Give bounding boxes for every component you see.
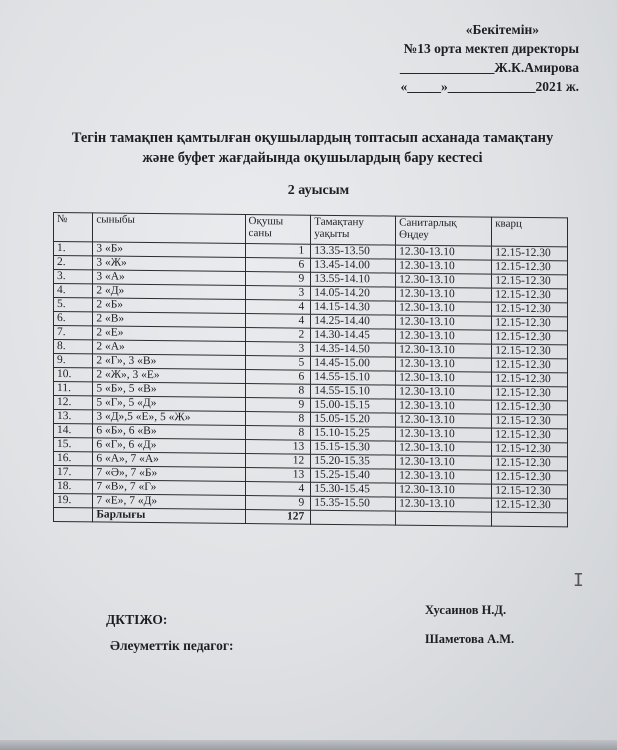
row-class: 5 «Г», 5 «Д» [93,396,245,412]
row-number: 12. [54,396,93,410]
row-quartz: 12.15-12.30 [492,316,568,331]
row-count: 13 [245,468,311,483]
row-number: 9. [54,354,93,368]
row-number: 5. [54,298,93,312]
row-class: 2 «В» [93,312,245,328]
total-empty-quartz [492,512,568,527]
row-time: 15.30-15.45 [311,482,396,497]
header-time-line2: уақыты [314,227,350,241]
row-count: 13 [245,440,311,455]
row-class: 7 «Е», 7 «Д» [93,494,245,510]
row-class: 7 «Ә», 7 «Б» [93,466,245,482]
row-class: 3 «Д»,5 «Е», 5 «Ж» [93,410,245,426]
signature-label-social-pedagogue: Әлеуметтік педагог: [110,638,234,653]
row-class: 6 «Г», 6 «Д» [93,438,245,454]
row-sanitary: 12.30-13.10 [396,413,492,428]
row-time: 15.15-15.30 [311,440,396,455]
row-number: 16. [54,452,93,466]
header-count [245,215,311,245]
signature-name-2: Шаметова А.М. [425,632,515,646]
header-sanitary-line2: Өңдеу [399,228,429,241]
row-sanitary: 12.30-13.10 [396,455,492,470]
row-quartz: 12.15-12.30 [492,246,568,261]
row-time: 15.20-15.35 [311,454,396,469]
table-body [54,242,568,527]
row-number: 2. [54,256,93,270]
row-time: 14.45-15.00 [311,356,396,371]
total-empty-sanitary [396,511,492,526]
row-number: 3. [54,270,93,284]
row-time: 15.10-15.25 [311,426,396,441]
row-number: 1. [54,242,93,256]
row-quartz: 12.15-12.30 [492,372,568,387]
row-time: 14.15-14.30 [311,300,396,315]
row-class: 6 «А», 7 «А» [93,452,245,468]
row-count: 9 [245,398,311,413]
total-empty-no [54,508,93,522]
header-sanitary-line1: Санитарлық [399,216,457,230]
row-sanitary: 12.30-13.10 [396,287,492,302]
row-count: 4 [245,482,311,497]
approval-signature-line: ______________Ж.К.Амирова [399,60,579,75]
row-class: 3 «Б» [93,242,245,258]
row-quartz: 12.15-12.30 [492,330,568,345]
row-quartz: 12.15-12.30 [492,344,568,359]
header-class: сыныбы [93,213,245,244]
header-sanitary [396,216,492,246]
row-count: 4 [245,300,311,315]
total-value: 127 [245,510,311,525]
row-number: 10. [54,368,93,382]
row-class: 2 «Е» [93,326,245,342]
row-class: 5 «Б», 5 «В» [93,382,245,398]
row-quartz: 12.15-12.30 [492,428,568,443]
row-quartz: 12.15-12.30 [492,498,568,513]
row-number: 18. [54,480,93,494]
row-time: 14.25-14.40 [311,314,396,329]
title-line-2: және буфет жағдайында оқушылардың бару кестесі [142,150,483,166]
signature-name-1: Хусаинов Н.Д. [425,603,507,617]
row-sanitary: 12.30-13.10 [396,357,492,372]
row-quartz: 12.15-12.30 [492,414,568,429]
row-quartz: 12.15-12.30 [492,386,568,401]
row-sanitary: 12.30-13.10 [396,371,492,386]
row-sanitary: 12.30-13.10 [396,385,492,400]
row-count: 3 [245,286,311,301]
row-number: 4. [54,284,93,298]
row-count: 4 [245,314,311,329]
row-sanitary: 12.30-13.10 [396,329,492,344]
row-quartz: 12.15-12.30 [492,456,568,471]
row-count: 6 [245,370,311,385]
row-time: 13.55-14.10 [311,272,396,287]
row-class: 2 «А» [93,340,245,356]
title-line-1: Тегін тамақпен қамтылған оқушылардың топтасып асханада тамақтану [71,130,554,146]
row-sanitary: 12.30-13.10 [396,469,492,484]
row-sanitary: 12.30-13.10 [396,301,492,316]
approval-position: №13 орта мектеп директоры [403,41,579,56]
row-sanitary: 12.30-13.10 [396,259,492,274]
row-number: 19. [54,494,93,508]
header-count-line2: саны [248,227,272,240]
header-time [311,215,396,245]
row-quartz: 12.15-12.30 [492,260,568,275]
row-sanitary: 12.30-13.10 [396,497,492,512]
document-title [40,128,585,168]
row-class: 2 «Б» [93,298,245,314]
row-number: 11. [54,382,93,396]
row-time: 13.45-14.00 [311,258,396,273]
header-count-line1: Оқушы [248,215,284,228]
row-count: 6 [245,258,311,273]
row-quartz: 12.15-12.30 [492,358,568,373]
total-empty-time [311,510,396,525]
row-class: 6 «Б», 6 «В» [93,424,245,440]
row-sanitary: 12.30-13.10 [396,315,492,330]
row-number: 17. [54,466,93,480]
row-sanitary: 12.30-13.10 [396,427,492,442]
row-time: 14.35-14.50 [311,342,396,357]
row-count: 8 [245,426,311,441]
row-class: 3 «А» [93,270,245,286]
row-count: 1 [245,244,311,259]
row-count: 8 [245,412,311,427]
row-sanitary: 12.30-13.10 [396,483,492,498]
shift-label: 2 ауысым [287,183,350,198]
row-quartz: 12.15-12.30 [492,274,568,289]
row-count: 2 [245,328,311,343]
header-number: № [54,213,93,242]
row-count: 3 [245,342,311,357]
row-quartz: 12.15-12.30 [492,302,568,317]
schedule-table [53,212,568,527]
row-count: 9 [245,496,311,511]
row-time: 14.55-15.10 [311,370,396,385]
total-label: Барлығы [93,508,245,524]
header-time-line1: Тамақтану [314,215,364,229]
row-number: 14. [54,424,93,438]
row-class: 7 «В», 7 «Г» [93,480,245,496]
row-number: 6. [54,312,93,326]
row-count: 12 [245,454,311,469]
row-sanitary: 12.30-13.10 [396,441,492,456]
row-time: 14.30-14.45 [311,328,396,343]
row-class: 3 «Ж» [93,256,245,272]
row-time: 13.35-13.50 [311,244,396,259]
header-quartz: кварц [492,217,568,247]
approval-block [349,20,579,96]
signature-label-dktizho: ДКТІЖО: [106,612,168,627]
row-number: 8. [54,340,93,354]
row-time: 15.05-15.20 [311,412,396,427]
row-quartz: 12.15-12.30 [492,400,568,415]
row-count: 5 [245,356,311,371]
row-sanitary: 12.30-13.10 [396,399,492,414]
row-time: 14.05-14.20 [311,286,396,301]
row-count: 8 [245,384,311,399]
approval-heading: «Бекітемін» [465,22,539,37]
row-class: 2 «Ж», 3 «Е» [93,368,245,384]
row-sanitary: 12.30-13.10 [396,245,492,260]
text-cursor-icon: I [573,570,584,591]
row-count: 9 [245,272,311,287]
row-class: 2 «Д» [93,284,245,300]
row-quartz: 12.15-12.30 [492,442,568,457]
monitor-bezel [0,740,617,750]
row-quartz: 12.15-12.30 [492,288,568,303]
row-number: 15. [54,438,93,452]
row-number: 7. [54,326,93,340]
row-time: 14.55-15.10 [311,384,396,399]
row-sanitary: 12.30-13.10 [396,273,492,288]
approval-date-line: «_____»_____________2021 ж. [400,79,579,94]
row-quartz: 12.15-12.30 [492,484,568,499]
row-sanitary: 12.30-13.10 [396,343,492,358]
row-quartz: 12.15-12.30 [492,470,568,485]
row-time: 15.35-15.50 [311,496,396,511]
row-number: 13. [54,410,93,424]
row-time: 15.25-15.40 [311,468,396,483]
row-time: 15.00-15.15 [311,398,396,413]
row-class: 2 «Г», 3 «В» [93,354,245,370]
